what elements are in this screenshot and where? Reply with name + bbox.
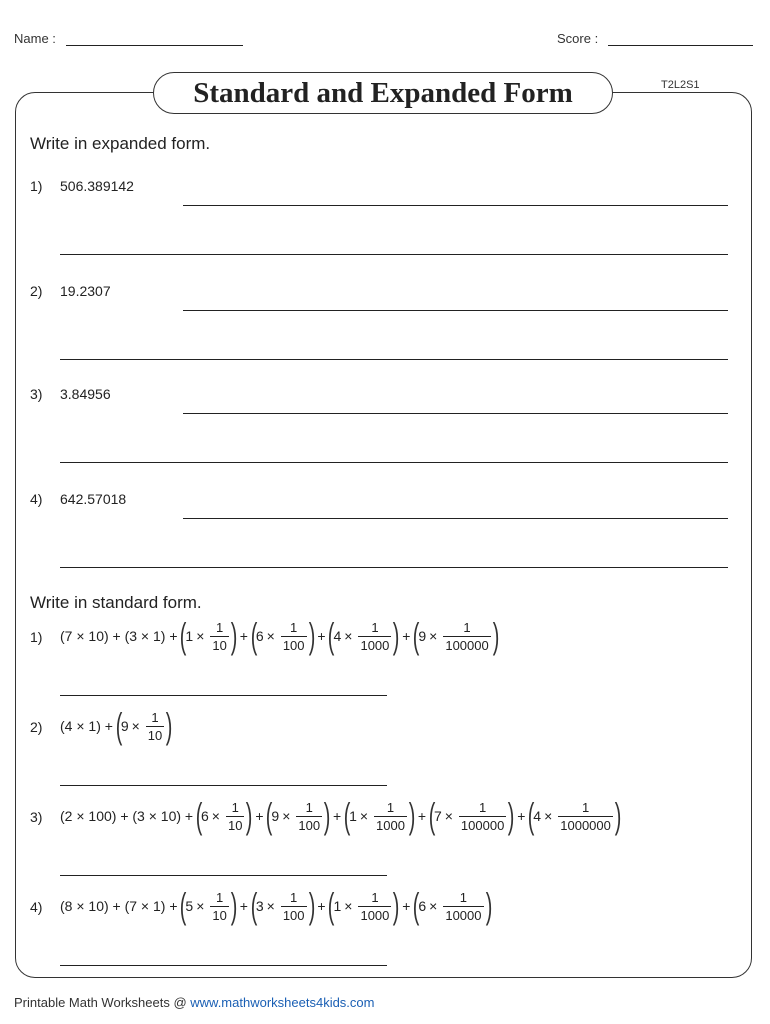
fraction-denominator: 1000	[360, 907, 390, 923]
fraction-numerator: 1	[305, 799, 313, 815]
answer-line[interactable]	[60, 462, 728, 463]
expanded-question-value: 19.2307	[60, 283, 111, 299]
score-label: Score :	[557, 31, 599, 46]
fraction-denominator: 10	[212, 907, 227, 923]
answer-line[interactable]	[183, 310, 728, 311]
fraction-term	[195, 795, 253, 836]
right-paren: )	[246, 795, 253, 836]
footer	[14, 995, 374, 1010]
times-sign: ×	[429, 628, 438, 644]
footer-url[interactable]: www.mathworksheets4kids.com	[190, 995, 375, 1010]
question-number: 1)	[30, 629, 43, 645]
standard-instruction: Write in standard form.	[30, 593, 202, 612]
fraction-numerator: 1	[151, 709, 159, 725]
fraction	[443, 620, 490, 653]
answer-line[interactable]	[60, 785, 387, 786]
question-number: 3)	[30, 386, 43, 402]
right-paren: )	[393, 885, 400, 926]
term-digit: 6	[200, 808, 209, 824]
times-sign: ×	[196, 628, 205, 644]
times-sign: ×	[344, 898, 353, 914]
expanded-question-value: 506.389142	[60, 178, 134, 194]
right-paren: )	[614, 795, 622, 836]
fraction-numerator: 1	[581, 799, 590, 815]
fraction-denominator: 1000000	[560, 817, 611, 833]
question-number: 2)	[30, 719, 43, 735]
times-sign: ×	[266, 898, 275, 914]
fraction-numerator: 1	[479, 799, 487, 815]
term-digit: 9	[120, 718, 129, 734]
worksheet-frame	[15, 92, 752, 978]
expression-text: +	[513, 808, 530, 824]
left-paren: (	[428, 795, 436, 836]
expanded-question-value: 3.84956	[60, 386, 111, 402]
expression-text: +	[398, 898, 415, 914]
left-paren: (	[328, 885, 335, 926]
term-digit: 1	[333, 898, 342, 914]
answer-line[interactable]	[183, 413, 728, 414]
term-digit: 5	[185, 898, 194, 914]
standard-expression	[60, 704, 171, 748]
times-sign: ×	[344, 628, 353, 644]
answer-line[interactable]	[60, 875, 387, 876]
times-sign: ×	[444, 808, 453, 824]
term-digit: 1	[185, 628, 194, 644]
fraction-term	[428, 795, 515, 836]
worksheet-code: T2L2S1	[661, 79, 700, 91]
fraction-term	[266, 795, 331, 836]
left-paren: (	[343, 795, 351, 836]
expression-text: +	[313, 628, 330, 644]
times-sign: ×	[211, 808, 220, 824]
term-digit: 7	[433, 808, 442, 824]
fraction	[210, 890, 228, 923]
term-digit: 4	[333, 628, 342, 644]
question-number: 2)	[30, 283, 43, 299]
expression-text: (4 × 1) +	[60, 718, 117, 734]
expression-text: (8 × 10) + (7 × 1) +	[60, 898, 182, 914]
times-sign: ×	[359, 808, 369, 824]
term-digit: 6	[418, 898, 427, 914]
answer-line[interactable]	[60, 359, 728, 360]
fraction	[281, 890, 307, 923]
term-digit: 4	[533, 808, 542, 824]
fraction	[358, 890, 391, 923]
expression-text: +	[251, 808, 268, 824]
times-sign: ×	[131, 718, 140, 734]
fraction-numerator: 1	[371, 619, 379, 635]
times-sign: ×	[282, 808, 291, 824]
answer-line[interactable]	[60, 965, 387, 966]
left-paren: (	[266, 795, 273, 836]
expression-text: +	[413, 808, 430, 824]
fraction-denominator: 100000	[460, 817, 505, 833]
left-paren: (	[250, 615, 258, 656]
right-paren: )	[308, 615, 315, 656]
expanded-question-value: 642.57018	[60, 491, 127, 507]
right-paren: )	[393, 615, 400, 656]
left-paren: (	[180, 885, 187, 926]
expression-text: (2 × 100) + (3 × 10) +	[60, 808, 197, 824]
answer-line[interactable]	[60, 254, 728, 255]
fraction-numerator: 1	[290, 889, 298, 905]
left-paren: (	[413, 615, 420, 656]
times-sign: ×	[266, 628, 275, 644]
name-label: Name :	[14, 31, 56, 46]
fraction-term	[115, 705, 173, 746]
term-digit: 6	[255, 628, 264, 644]
standard-expression	[60, 884, 491, 928]
fraction-term	[413, 885, 492, 926]
fraction	[358, 620, 391, 653]
question-number: 4)	[30, 899, 43, 915]
answer-line[interactable]	[183, 205, 728, 206]
standard-expression	[60, 614, 498, 658]
right-paren: )	[408, 795, 416, 836]
times-sign: ×	[429, 898, 438, 914]
fraction-numerator: 1	[386, 799, 395, 815]
fraction-term	[328, 885, 400, 926]
left-paren: (	[250, 885, 258, 926]
fraction-term	[413, 615, 500, 656]
fraction	[459, 800, 506, 833]
right-paren: )	[165, 705, 173, 746]
fraction-denominator: 100	[282, 907, 305, 923]
left-paren: (	[115, 705, 123, 746]
fraction-numerator: 1	[463, 619, 471, 635]
expanded-instruction: Write in expanded form.	[30, 134, 211, 153]
fraction-numerator: 1	[231, 799, 239, 815]
fraction-numerator: 1	[290, 619, 298, 635]
times-sign: ×	[196, 898, 205, 914]
fraction-denominator: 1000	[360, 637, 390, 653]
fraction-denominator: 1000	[376, 817, 405, 833]
score-input-line[interactable]	[608, 45, 753, 46]
question-number: 4)	[30, 491, 43, 507]
fraction-term	[250, 615, 315, 656]
right-paren: )	[230, 885, 238, 926]
right-paren: )	[492, 615, 500, 656]
question-number: 1)	[30, 178, 43, 194]
term-digit: 9	[418, 628, 427, 644]
fraction-term	[250, 885, 315, 926]
fraction-term	[343, 795, 416, 836]
right-paren: )	[508, 795, 515, 836]
fraction-denominator: 100	[282, 637, 305, 653]
fraction-numerator: 1	[216, 619, 224, 635]
fraction-numerator: 1	[371, 889, 379, 905]
left-paren: (	[413, 885, 420, 926]
question-number: 3)	[30, 809, 43, 825]
right-paren: )	[230, 615, 238, 656]
fraction	[146, 710, 164, 743]
expression-text: +	[235, 628, 252, 644]
fraction	[210, 620, 228, 653]
fraction-denominator: 100	[298, 817, 321, 833]
term-digit: 1	[349, 808, 357, 824]
footer-prefix: Printable Math Worksheets @	[14, 995, 191, 1010]
fraction-term	[180, 615, 238, 656]
fraction	[281, 620, 307, 653]
fraction-denominator: 10	[147, 727, 163, 743]
fraction-denominator: 10000	[445, 907, 482, 923]
fraction	[443, 890, 483, 923]
right-paren: )	[323, 795, 331, 836]
right-paren: )	[485, 885, 492, 926]
fraction-term	[328, 615, 400, 656]
worksheet-title: Standard and Expanded Form	[153, 72, 613, 114]
fraction-denominator: 10	[227, 817, 243, 833]
answer-line[interactable]	[60, 695, 387, 696]
expression-text: +	[235, 898, 252, 914]
standard-expression	[60, 794, 620, 838]
left-paren: (	[180, 615, 187, 656]
answer-line[interactable]	[183, 518, 728, 519]
fraction	[558, 800, 613, 833]
fraction-term	[180, 885, 238, 926]
times-sign: ×	[544, 808, 553, 824]
right-paren: )	[308, 885, 315, 926]
fraction	[296, 800, 322, 833]
expression-text: (7 × 10) + (3 × 1) +	[60, 628, 182, 644]
left-paren: (	[195, 795, 203, 836]
fraction-denominator: 100000	[445, 637, 489, 653]
term-digit: 3	[255, 898, 264, 914]
expression-text: +	[329, 808, 346, 824]
name-input-line[interactable]	[66, 45, 243, 46]
left-paren: (	[527, 795, 535, 836]
fraction	[226, 800, 244, 833]
fraction-term	[527, 795, 622, 836]
term-digit: 9	[271, 808, 280, 824]
answer-line[interactable]	[60, 567, 728, 568]
fraction-denominator: 10	[212, 637, 227, 653]
fraction-numerator: 1	[216, 889, 224, 905]
left-paren: (	[328, 615, 335, 656]
expression-text: +	[313, 898, 330, 914]
fraction-numerator: 1	[459, 889, 468, 905]
expression-text: +	[398, 628, 415, 644]
fraction	[374, 800, 407, 833]
